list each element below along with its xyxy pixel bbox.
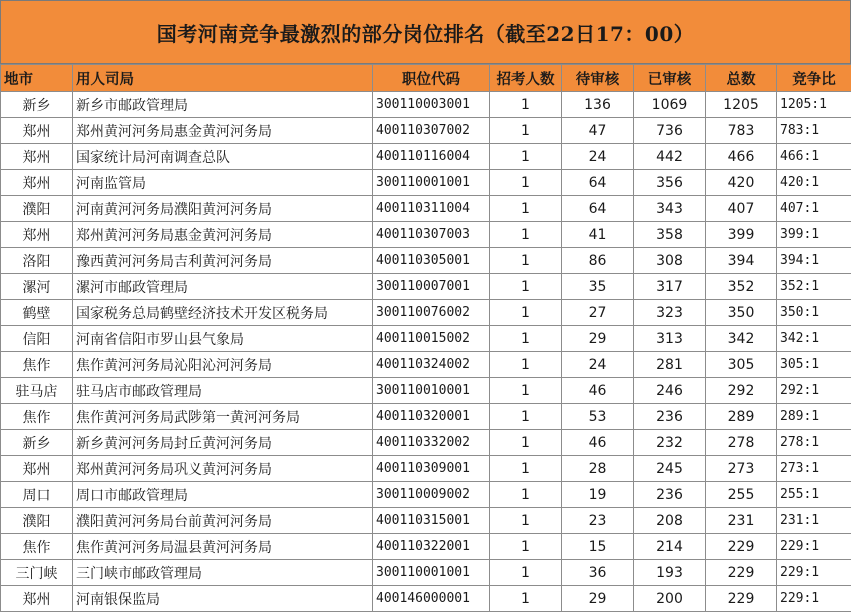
table-row	[1, 144, 851, 170]
header-approved: 已审核	[634, 65, 706, 92]
cell-pending: 86	[562, 248, 634, 274]
cell-approved: 358	[634, 222, 706, 248]
cell-ratio: 1205:1	[777, 92, 851, 118]
cell-approved: 245	[634, 456, 706, 482]
table-row	[1, 430, 851, 456]
cell-approved: 281	[634, 352, 706, 378]
cell-quota: 1	[490, 144, 562, 170]
cell-ratio: 278:1	[777, 430, 851, 456]
cell-total: 342	[706, 326, 777, 352]
cell-pending: 64	[562, 196, 634, 222]
cell-city: 三门峡	[1, 560, 73, 586]
cell-pending: 27	[562, 300, 634, 326]
cell-city: 郑州	[1, 144, 73, 170]
cell-quota: 1	[490, 170, 562, 196]
cell-pending: 19	[562, 482, 634, 508]
cell-approved: 214	[634, 534, 706, 560]
cell-unit: 河南省信阳市罗山县气象局	[73, 326, 373, 352]
table-row	[1, 248, 851, 274]
cell-ratio: 305:1	[777, 352, 851, 378]
header-pending: 待审核	[562, 65, 634, 92]
table-row	[1, 482, 851, 508]
cell-city: 郑州	[1, 118, 73, 144]
cell-ratio: 352:1	[777, 274, 851, 300]
cell-total: 305	[706, 352, 777, 378]
cell-approved: 1069	[634, 92, 706, 118]
cell-unit: 豫西黄河河务局吉利黄河河务局	[73, 248, 373, 274]
cell-pending: 15	[562, 534, 634, 560]
cell-ratio: 350:1	[777, 300, 851, 326]
cell-total: 292	[706, 378, 777, 404]
cell-ratio: 783:1	[777, 118, 851, 144]
cell-code: 400110324002	[373, 352, 490, 378]
cell-total: 229	[706, 586, 777, 612]
cell-unit: 三门峡市邮政管理局	[73, 560, 373, 586]
cell-total: 407	[706, 196, 777, 222]
cell-pending: 64	[562, 170, 634, 196]
cell-city: 新乡	[1, 92, 73, 118]
cell-quota: 1	[490, 300, 562, 326]
cell-total: 289	[706, 404, 777, 430]
cell-unit: 郑州黄河河务局惠金黄河河务局	[73, 222, 373, 248]
table-row	[1, 196, 851, 222]
cell-quota: 1	[490, 534, 562, 560]
cell-approved: 313	[634, 326, 706, 352]
cell-unit: 河南黄河河务局濮阳黄河河务局	[73, 196, 373, 222]
cell-pending: 46	[562, 430, 634, 456]
cell-quota: 1	[490, 118, 562, 144]
cell-total: 352	[706, 274, 777, 300]
cell-pending: 47	[562, 118, 634, 144]
cell-total: 1205	[706, 92, 777, 118]
cell-code: 400110332002	[373, 430, 490, 456]
cell-pending: 36	[562, 560, 634, 586]
cell-approved: 246	[634, 378, 706, 404]
table-row	[1, 534, 851, 560]
cell-code: 400110307002	[373, 118, 490, 144]
cell-approved: 736	[634, 118, 706, 144]
cell-code: 400110116004	[373, 144, 490, 170]
cell-quota: 1	[490, 326, 562, 352]
cell-pending: 46	[562, 378, 634, 404]
table-row	[1, 404, 851, 430]
cell-pending: 28	[562, 456, 634, 482]
cell-approved: 308	[634, 248, 706, 274]
cell-code: 300110001001	[373, 170, 490, 196]
cell-total: 231	[706, 508, 777, 534]
cell-unit: 郑州黄河河务局巩义黄河河务局	[73, 456, 373, 482]
cell-pending: 23	[562, 508, 634, 534]
table-row	[1, 274, 851, 300]
cell-ratio: 229:1	[777, 586, 851, 612]
table-row	[1, 560, 851, 586]
cell-code: 300110007001	[373, 274, 490, 300]
ranking-table	[0, 64, 851, 612]
cell-unit: 新乡市邮政管理局	[73, 92, 373, 118]
cell-code: 400110309001	[373, 456, 490, 482]
cell-city: 郑州	[1, 222, 73, 248]
cell-total: 350	[706, 300, 777, 326]
cell-ratio: 231:1	[777, 508, 851, 534]
cell-approved: 193	[634, 560, 706, 586]
cell-ratio: 273:1	[777, 456, 851, 482]
page-title: 国考河南竞争最激烈的部分岗位排名（截至22日17：00）	[0, 0, 851, 64]
cell-code: 400110311004	[373, 196, 490, 222]
cell-city: 鹤壁	[1, 300, 73, 326]
header-city: 地市	[1, 65, 73, 92]
cell-unit: 国家税务总局鹤壁经济技术开发区税务局	[73, 300, 373, 326]
cell-ratio: 229:1	[777, 534, 851, 560]
cell-total: 394	[706, 248, 777, 274]
cell-unit: 国家统计局河南调查总队	[73, 144, 373, 170]
table-row	[1, 352, 851, 378]
table-row	[1, 170, 851, 196]
cell-approved: 236	[634, 482, 706, 508]
cell-pending: 136	[562, 92, 634, 118]
cell-quota: 1	[490, 430, 562, 456]
table-row	[1, 222, 851, 248]
cell-city: 焦作	[1, 534, 73, 560]
table-row	[1, 300, 851, 326]
cell-city: 郑州	[1, 586, 73, 612]
table-row	[1, 456, 851, 482]
cell-unit: 焦作黄河河务局温县黄河河务局	[73, 534, 373, 560]
cell-code: 400110307003	[373, 222, 490, 248]
cell-quota: 1	[490, 586, 562, 612]
cell-approved: 232	[634, 430, 706, 456]
cell-pending: 35	[562, 274, 634, 300]
cell-unit: 周口市邮政管理局	[73, 482, 373, 508]
cell-quota: 1	[490, 404, 562, 430]
cell-pending: 29	[562, 586, 634, 612]
cell-quota: 1	[490, 274, 562, 300]
cell-pending: 29	[562, 326, 634, 352]
cell-code: 300110010001	[373, 378, 490, 404]
cell-unit: 焦作黄河河务局武陟第一黄河河务局	[73, 404, 373, 430]
cell-unit: 河南银保监局	[73, 586, 373, 612]
cell-ratio: 289:1	[777, 404, 851, 430]
cell-ratio: 292:1	[777, 378, 851, 404]
cell-quota: 1	[490, 378, 562, 404]
cell-pending: 24	[562, 144, 634, 170]
cell-city: 郑州	[1, 170, 73, 196]
cell-city: 焦作	[1, 352, 73, 378]
cell-total: 420	[706, 170, 777, 196]
cell-total: 273	[706, 456, 777, 482]
cell-code: 400110305001	[373, 248, 490, 274]
cell-code: 300110076002	[373, 300, 490, 326]
cell-ratio: 342:1	[777, 326, 851, 352]
cell-unit: 焦作黄河河务局沁阳沁河河务局	[73, 352, 373, 378]
cell-unit: 驻马店市邮政管理局	[73, 378, 373, 404]
cell-unit: 郑州黄河河务局惠金黄河河务局	[73, 118, 373, 144]
cell-quota: 1	[490, 482, 562, 508]
header-quota: 招考人数	[490, 65, 562, 92]
cell-unit: 漯河市邮政管理局	[73, 274, 373, 300]
cell-unit: 河南监管局	[73, 170, 373, 196]
cell-code: 300110009002	[373, 482, 490, 508]
cell-ratio: 420:1	[777, 170, 851, 196]
cell-quota: 1	[490, 456, 562, 482]
cell-city: 周口	[1, 482, 73, 508]
cell-pending: 41	[562, 222, 634, 248]
cell-quota: 1	[490, 92, 562, 118]
table-row	[1, 326, 851, 352]
cell-approved: 236	[634, 404, 706, 430]
cell-city: 漯河	[1, 274, 73, 300]
cell-code: 400110322001	[373, 534, 490, 560]
cell-approved: 317	[634, 274, 706, 300]
cell-code: 300110003001	[373, 92, 490, 118]
cell-ratio: 399:1	[777, 222, 851, 248]
table-row	[1, 508, 851, 534]
table-row	[1, 92, 851, 118]
cell-total: 278	[706, 430, 777, 456]
cell-quota: 1	[490, 196, 562, 222]
table-row	[1, 586, 851, 612]
cell-quota: 1	[490, 560, 562, 586]
cell-total: 255	[706, 482, 777, 508]
header-total: 总数	[706, 65, 777, 92]
cell-total: 229	[706, 560, 777, 586]
cell-quota: 1	[490, 508, 562, 534]
cell-total: 229	[706, 534, 777, 560]
cell-approved: 442	[634, 144, 706, 170]
cell-total: 399	[706, 222, 777, 248]
cell-approved: 208	[634, 508, 706, 534]
cell-quota: 1	[490, 352, 562, 378]
cell-code: 400110320001	[373, 404, 490, 430]
cell-city: 焦作	[1, 404, 73, 430]
cell-ratio: 466:1	[777, 144, 851, 170]
cell-ratio: 394:1	[777, 248, 851, 274]
cell-code: 400110015002	[373, 326, 490, 352]
cell-city: 濮阳	[1, 196, 73, 222]
cell-total: 466	[706, 144, 777, 170]
header-code: 职位代码	[373, 65, 490, 92]
cell-pending: 24	[562, 352, 634, 378]
cell-pending: 53	[562, 404, 634, 430]
table-row	[1, 378, 851, 404]
cell-city: 信阳	[1, 326, 73, 352]
cell-code: 400146000001	[373, 586, 490, 612]
cell-approved: 323	[634, 300, 706, 326]
cell-ratio: 407:1	[777, 196, 851, 222]
cell-city: 郑州	[1, 456, 73, 482]
cell-city: 驻马店	[1, 378, 73, 404]
cell-code: 300110001001	[373, 560, 490, 586]
cell-city: 洛阳	[1, 248, 73, 274]
header-unit: 用人司局	[73, 65, 373, 92]
cell-code: 400110315001	[373, 508, 490, 534]
cell-quota: 1	[490, 222, 562, 248]
cell-approved: 200	[634, 586, 706, 612]
cell-unit: 濮阳黄河河务局台前黄河河务局	[73, 508, 373, 534]
cell-ratio: 255:1	[777, 482, 851, 508]
table-header-row	[1, 65, 851, 92]
cell-quota: 1	[490, 248, 562, 274]
cell-ratio: 229:1	[777, 560, 851, 586]
cell-approved: 356	[634, 170, 706, 196]
table-row	[1, 118, 851, 144]
cell-approved: 343	[634, 196, 706, 222]
cell-total: 783	[706, 118, 777, 144]
header-ratio: 竞争比	[777, 65, 851, 92]
cell-unit: 新乡黄河河务局封丘黄河河务局	[73, 430, 373, 456]
cell-city: 新乡	[1, 430, 73, 456]
cell-city: 濮阳	[1, 508, 73, 534]
